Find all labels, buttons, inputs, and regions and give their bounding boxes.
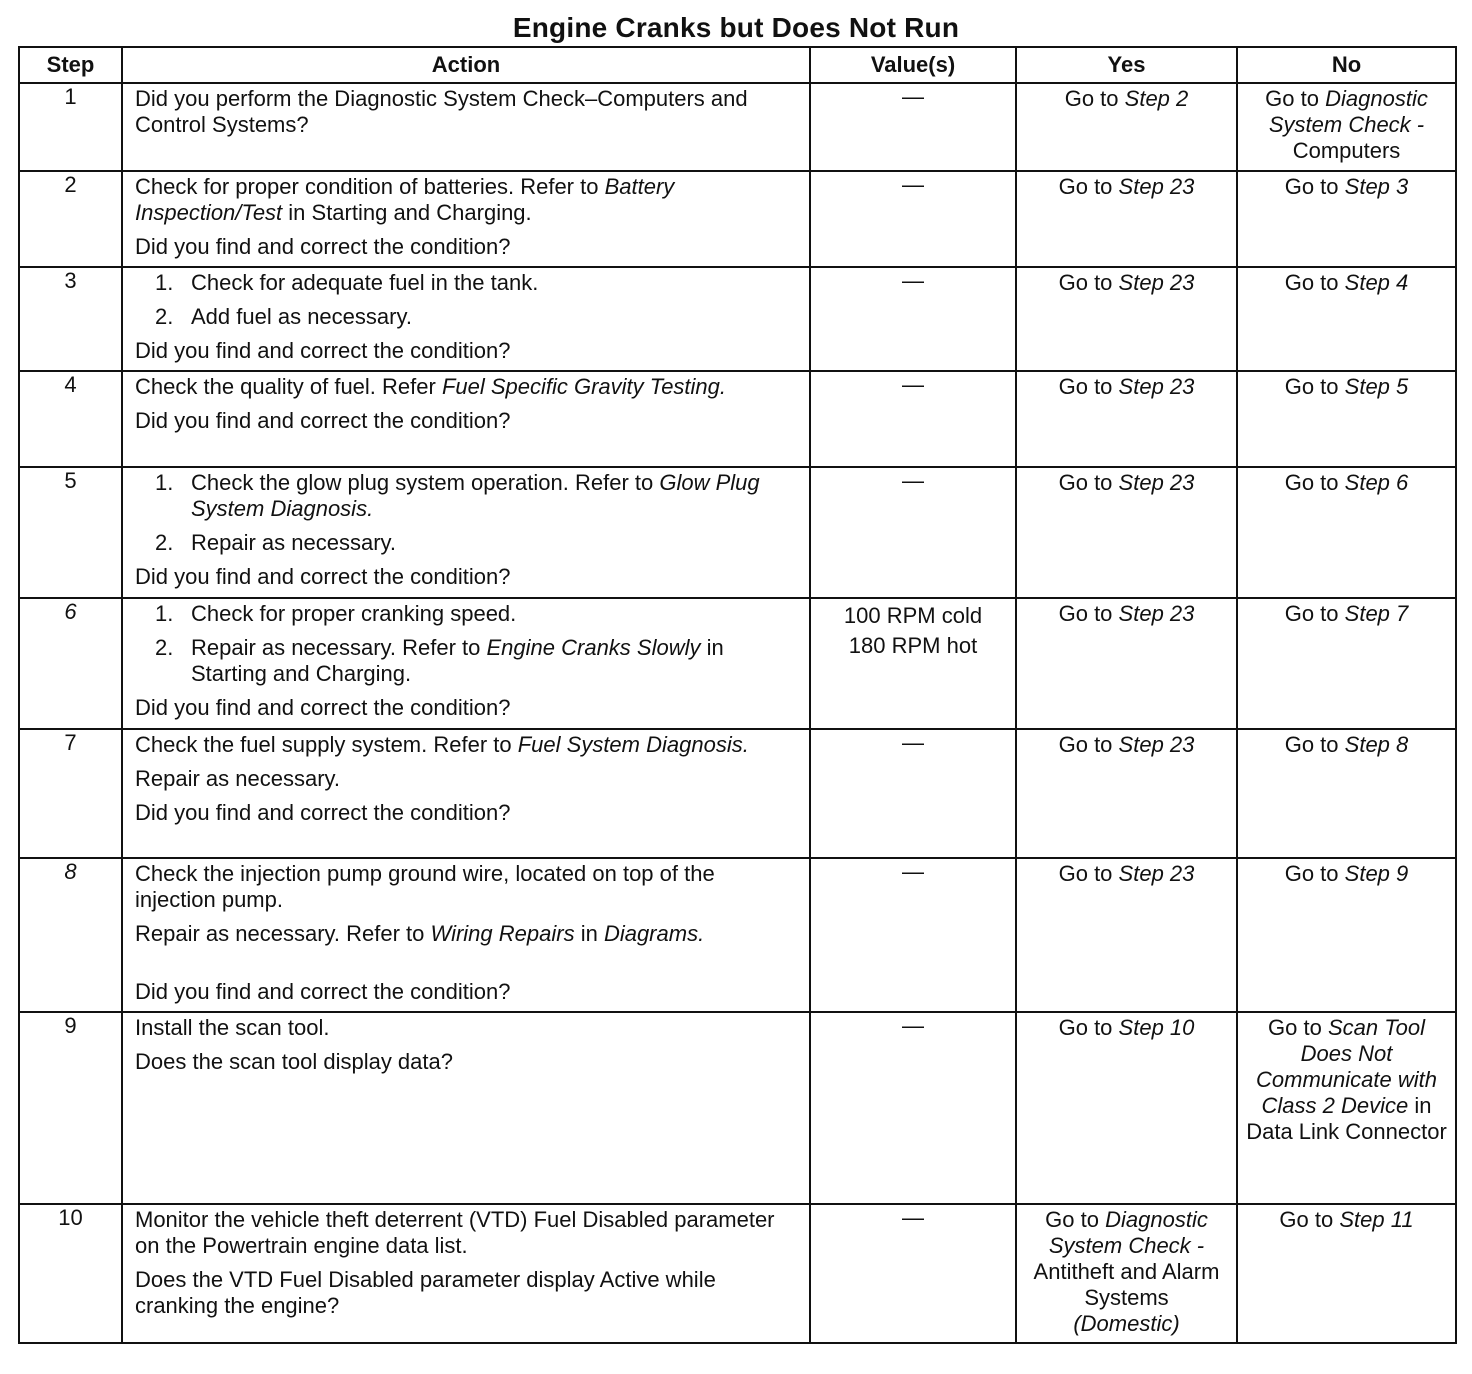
go-to-label: Go to — [1265, 86, 1319, 111]
step-number-text: 6 — [64, 599, 77, 624]
go-to-label: Go to — [1058, 470, 1113, 495]
step-number: 3 — [19, 267, 122, 371]
go-to-label: Go to — [1058, 601, 1113, 626]
action-text: in Starting and Charging. — [191, 635, 724, 686]
action-question: Did you find and correct the condition? — [135, 979, 511, 1004]
step-number — [19, 598, 122, 729]
step-number-text: 8 — [64, 859, 77, 884]
action-question: Did you find and correct the condition? — [135, 234, 511, 259]
diagnostic-table — [18, 46, 1457, 1344]
action-question: Did you find and correct the condition? — [135, 800, 511, 825]
action-text: Check for adequate fuel in the tank. — [191, 270, 539, 295]
table-row — [19, 729, 1456, 858]
yes-target: Step 23 — [1118, 470, 1195, 495]
table-row — [19, 171, 1456, 267]
yes-target: Step 23 — [1118, 601, 1195, 626]
step-number: 1 — [19, 83, 122, 171]
no-cell[interactable] — [1237, 858, 1456, 1012]
go-to-label: Go to — [1284, 861, 1339, 886]
action-text: Check the fuel supply system. Refer to — [135, 732, 518, 757]
no-cell[interactable] — [1237, 171, 1456, 267]
value-cell: — — [810, 467, 1016, 598]
yes-tail: (Domestic) — [1073, 1311, 1180, 1336]
no-target: Step 9 — [1344, 861, 1409, 886]
value-cell: — — [810, 267, 1016, 371]
action-question: Did you find and correct the condition? — [135, 564, 511, 589]
no-cell[interactable] — [1237, 598, 1456, 729]
yes-cell[interactable] — [1016, 83, 1237, 171]
action-text: Check for proper condition of batteries. Refer to — [135, 174, 605, 199]
no-target: Step 7 — [1344, 601, 1409, 626]
value-cell: — — [810, 171, 1016, 267]
header-values: Value(s) — [810, 47, 1016, 83]
action-text: Monitor the vehicle theft deterrent (VTD) Fuel Disabled parameter on the Powertrain engine data list. — [135, 1207, 775, 1258]
yes-target: Step 23 — [1118, 374, 1195, 399]
yes-target: Step 23 — [1118, 732, 1195, 757]
action-cell — [122, 1204, 810, 1343]
action-text: Add fuel as necessary. — [191, 304, 412, 329]
action-ref: Fuel System Diagnosis. — [517, 732, 749, 757]
yes-cell[interactable] — [1016, 1204, 1237, 1343]
step-number: 5 — [19, 467, 122, 598]
no-cell[interactable] — [1237, 267, 1456, 371]
yes-cell[interactable] — [1016, 858, 1237, 1012]
table-row — [19, 467, 1456, 598]
no-cell[interactable] — [1237, 371, 1456, 467]
action-cell — [122, 467, 810, 598]
table-row — [19, 267, 1456, 371]
yes-cell[interactable] — [1016, 598, 1237, 729]
no-target: Step 3 — [1344, 174, 1409, 199]
no-target: Step 6 — [1344, 470, 1409, 495]
item-number: 1. — [155, 601, 174, 626]
go-to-label: Go to — [1058, 374, 1113, 399]
action-cell — [122, 729, 810, 858]
table-row — [19, 1204, 1456, 1343]
action-cell — [122, 267, 810, 371]
action-text: Check for proper cranking speed. — [191, 601, 517, 626]
action-text: Repair as necessary. Refer to — [135, 921, 431, 946]
value-line: 100 RPM cold — [843, 603, 983, 628]
action-cell — [122, 858, 810, 1012]
action-text: Check the injection pump ground wire, located on top of the injection pump. — [135, 861, 715, 912]
action-text: Repair as necessary. — [191, 530, 397, 555]
yes-suffix: Antitheft and Alarm Systems — [1033, 1259, 1220, 1310]
no-ref: Diagnostic System Check - — [1268, 86, 1428, 137]
yes-cell[interactable] — [1016, 1012, 1237, 1204]
header-no: No — [1237, 47, 1456, 83]
value-cell: — — [810, 83, 1016, 171]
action-question: Does the scan tool display data? — [135, 1049, 453, 1074]
action-ref: Battery Inspection/Test — [135, 174, 675, 225]
yes-target: Step 10 — [1118, 1015, 1195, 1040]
step-number — [19, 858, 122, 1012]
go-to-label: Go to — [1284, 374, 1339, 399]
table-row — [19, 598, 1456, 729]
action-text: Install the scan tool. — [135, 1015, 330, 1040]
step-number: 10 — [19, 1204, 122, 1343]
yes-ref: Diagnostic System Check - — [1048, 1207, 1208, 1258]
action-ref: Engine Cranks Slowly — [486, 635, 701, 660]
action-question: Did you find and correct the condition? — [135, 408, 511, 433]
header-yes: Yes — [1016, 47, 1237, 83]
no-cell[interactable] — [1237, 83, 1456, 171]
no-target: Step 11 — [1339, 1207, 1414, 1232]
item-number: 2. — [155, 530, 174, 555]
yes-target: Step 2 — [1124, 86, 1189, 111]
step-number: 7 — [19, 729, 122, 858]
no-target: Step 4 — [1344, 270, 1409, 295]
no-cell[interactable] — [1237, 1204, 1456, 1343]
item-number: 1. — [155, 270, 174, 295]
yes-target: Step 23 — [1118, 174, 1195, 199]
value-cell: — — [810, 858, 1016, 1012]
action-cell — [122, 83, 810, 171]
no-suffix: Data Link Connector — [1246, 1119, 1447, 1144]
no-cell[interactable] — [1237, 1012, 1456, 1204]
header-action: Action — [122, 47, 810, 83]
item-number: 2. — [155, 635, 174, 660]
value-cell: — — [810, 1204, 1016, 1343]
page-title: Engine Cranks but Does Not Run — [512, 12, 960, 43]
yes-cell[interactable] — [1016, 171, 1237, 267]
yes-cell[interactable] — [1016, 371, 1237, 467]
go-to-label: Go to — [1284, 270, 1339, 295]
go-to-label: Go to — [1045, 1207, 1099, 1232]
table-row — [19, 83, 1456, 171]
action-text: Repair as necessary. — [135, 766, 341, 791]
yes-target: Step 23 — [1118, 270, 1195, 295]
go-to-label: Go to — [1284, 732, 1339, 757]
action-text: in Starting and Charging. — [282, 200, 532, 225]
action-ref: Wiring Repairs — [430, 921, 575, 946]
header-row — [19, 47, 1456, 83]
step-number: 9 — [19, 1012, 122, 1204]
no-target: Step 8 — [1344, 732, 1409, 757]
table-row — [19, 371, 1456, 467]
step-number: 2 — [19, 171, 122, 267]
go-to-label: Go to — [1284, 470, 1339, 495]
no-suffix: Computers — [1292, 138, 1401, 163]
step-number: 4 — [19, 371, 122, 467]
no-target: Step 5 — [1344, 374, 1409, 399]
action-text: Repair as necessary. Refer to — [191, 635, 487, 660]
value-line: 180 RPM hot — [848, 633, 978, 658]
go-to-label: Go to — [1284, 174, 1339, 199]
go-to-label: Go to — [1058, 174, 1113, 199]
no-mid: in — [1408, 1093, 1432, 1118]
action-cell — [122, 598, 810, 729]
go-to-label: Go to — [1058, 732, 1113, 757]
go-to-label: Go to — [1058, 270, 1113, 295]
action-ref: Fuel Specific Gravity Testing. — [441, 374, 727, 399]
value-cell: — — [810, 1012, 1016, 1204]
action-cell — [122, 371, 810, 467]
go-to-label: Go to — [1268, 1015, 1322, 1040]
action-text: Check the quality of fuel. Refer — [135, 374, 442, 399]
action-text: Check the glow plug system operation. Refer to — [191, 470, 660, 495]
yes-cell[interactable] — [1016, 267, 1237, 371]
no-ref: Scan Tool Does Not Communicate with Class 2 Device — [1256, 1015, 1437, 1118]
action-cell — [122, 171, 810, 267]
yes-cell[interactable] — [1016, 467, 1237, 598]
no-cell[interactable] — [1237, 467, 1456, 598]
action-ref: Diagrams. — [603, 921, 705, 946]
table-row — [19, 1012, 1456, 1204]
no-cell[interactable] — [1237, 729, 1456, 858]
action-cell — [122, 1012, 810, 1204]
value-cell — [810, 598, 1016, 729]
item-number: 1. — [155, 470, 174, 495]
value-cell: — — [810, 729, 1016, 858]
action-question: Does the VTD Fuel Disabled parameter display Active while cranking the engine? — [135, 1267, 716, 1318]
table-row — [19, 858, 1456, 1012]
go-to-label: Go to — [1058, 861, 1113, 886]
item-number: 2. — [155, 304, 174, 329]
go-to-label: Go to — [1064, 86, 1119, 111]
yes-target: Step 23 — [1118, 861, 1195, 886]
value-cell: — — [810, 371, 1016, 467]
go-to-label: Go to — [1279, 1207, 1334, 1232]
header-step: Step — [19, 47, 122, 83]
go-to-label: Go to — [1284, 601, 1339, 626]
action-ref: Glow Plug System Diagnosis. — [191, 470, 760, 521]
action-question: Did you find and correct the condition? — [135, 338, 511, 363]
action-text: Did you perform the Diagnostic System Check–Computers and Control Systems? — [135, 86, 748, 137]
action-text: in — [574, 921, 604, 946]
go-to-label: Go to — [1058, 1015, 1113, 1040]
yes-cell[interactable] — [1016, 729, 1237, 858]
action-question: Did you find and correct the condition? — [135, 695, 511, 720]
